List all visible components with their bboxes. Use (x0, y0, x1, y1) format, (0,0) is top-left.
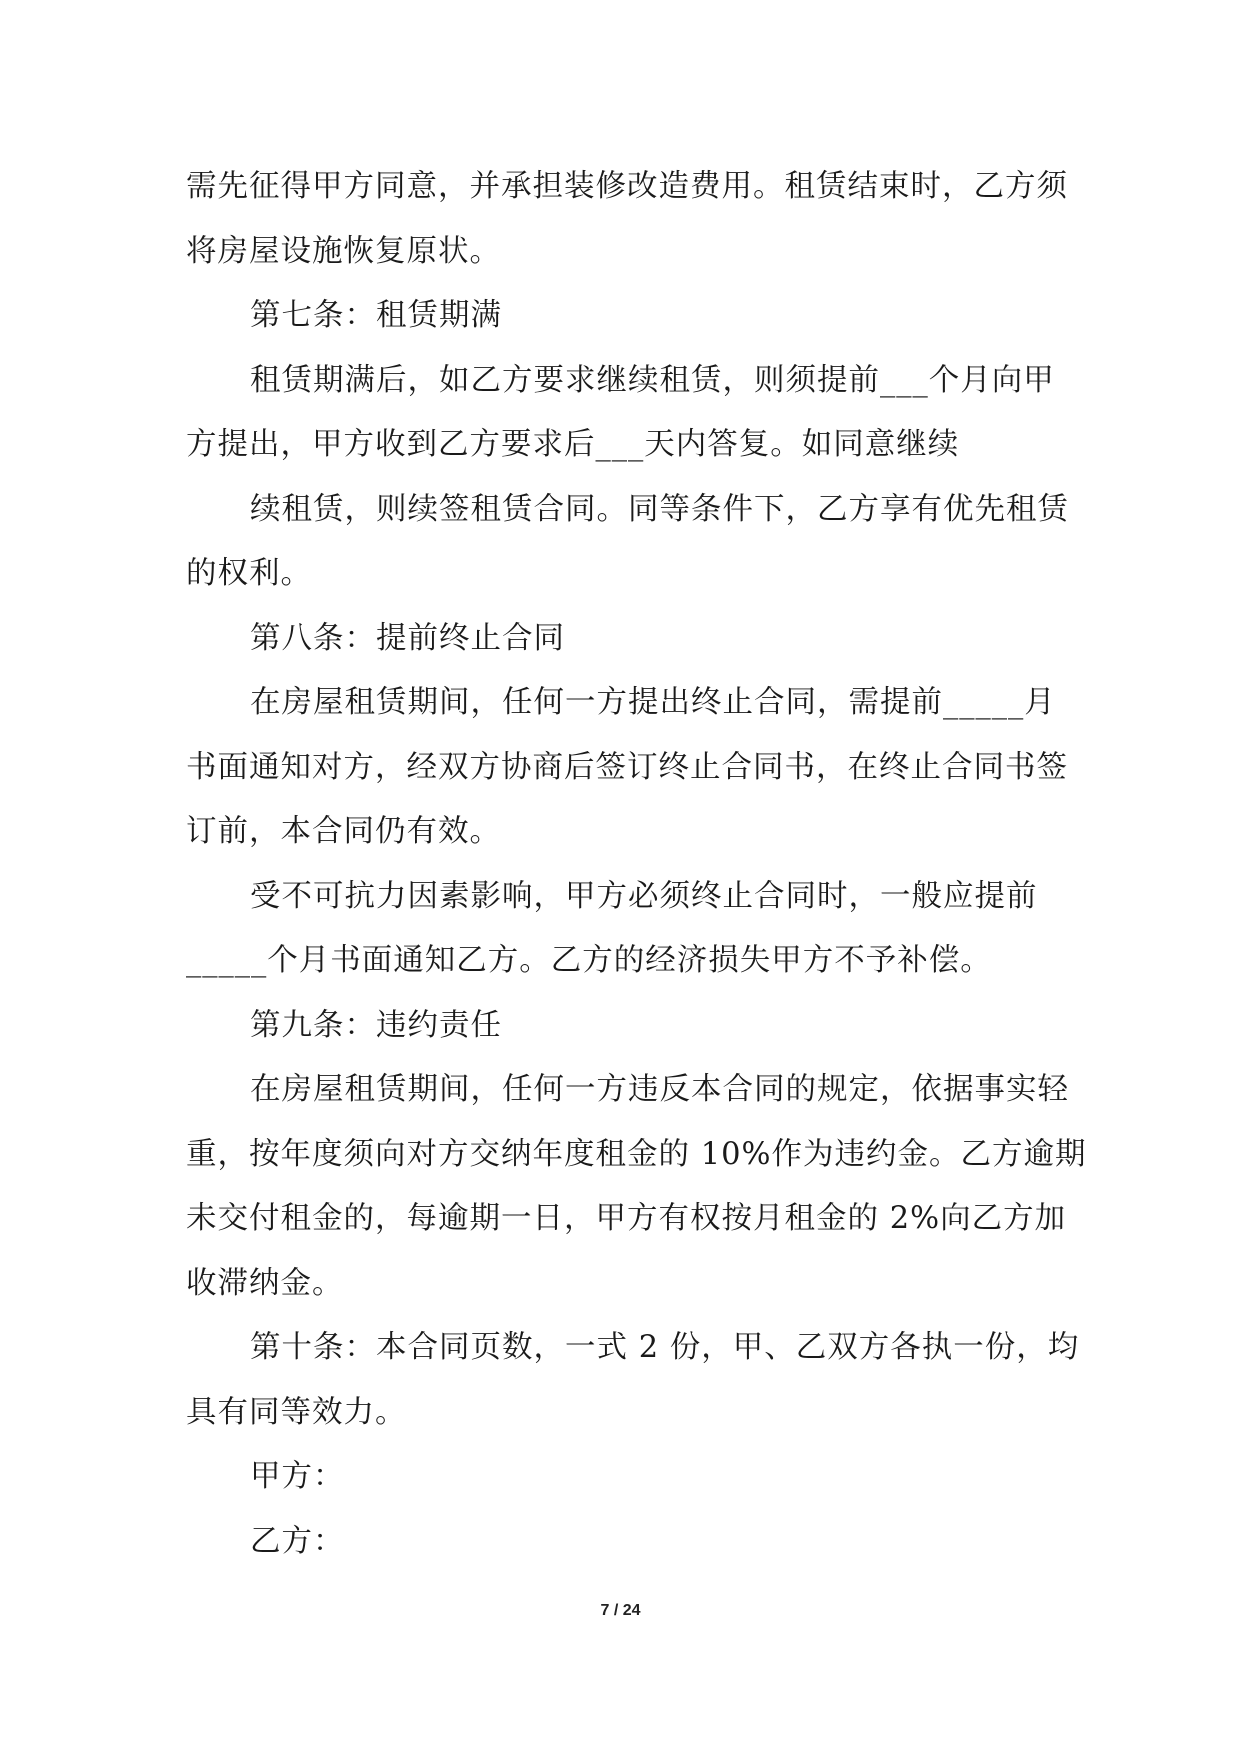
body-line: 在房屋租赁期间，任何一方违反本合同的规定，依据事实轻 (250, 1072, 1069, 1107)
section-heading: 第八条：提前终止合同 (250, 620, 565, 656)
body-line: 受不可抗力因素影响，甲方必须终止合同时，一般应提前 (250, 878, 1038, 914)
body-line: 在房屋租赁期间，任何一方提出终止合同，需提前_____月 (250, 685, 1056, 720)
body-line: 方提出，甲方收到乙方要求后___天内答复。如同意继续 (186, 427, 960, 462)
body-line: 将房屋设施恢复原状。 (186, 233, 501, 269)
section-heading: 第九条：违约责任 (250, 1007, 502, 1043)
body-line: 书面通知对方，经双方协商后签订终止合同书，在终止合同书签 (186, 749, 1068, 785)
body-line: 未交付租金的，每逾期一日，甲方有权按月租金的 2%向乙方加 (186, 1201, 1067, 1236)
signature-party-b: 乙方： (250, 1523, 345, 1559)
body-line: 收滞纳金。 (186, 1265, 344, 1301)
body-line: 具有同等效力。 (186, 1394, 407, 1430)
signature-party-a: 甲方： (250, 1459, 345, 1494)
body-line: 租赁期满后，如乙方要求继续租赁，则须提前___个月向甲 (250, 362, 1055, 398)
section-heading: 第十条：本合同页数，一式 2 份，甲、乙双方各执一份，均 (250, 1330, 1080, 1365)
body-line: 订前，本合同仍有效。 (186, 814, 501, 849)
body-line: 重，按年度须向对方交纳年度租金的 10%作为违约金。乙方逾期 (186, 1136, 1087, 1172)
section-heading: 第七条：租赁期满 (250, 298, 502, 333)
page-number: 7 / 24 (600, 1602, 641, 1619)
document-body (186, 155, 1087, 1574)
body-line: 的权利。 (186, 556, 312, 591)
body-line: _____个月书面通知乙方。乙方的经济损失甲方不予补偿。 (186, 943, 992, 978)
body-line: 需先征得甲方同意，并承担装修改造费用。租赁结束时，乙方须 (186, 169, 1068, 204)
body-line: 续租赁，则续签租赁合同。同等条件下，乙方享有优先租赁 (250, 491, 1069, 527)
